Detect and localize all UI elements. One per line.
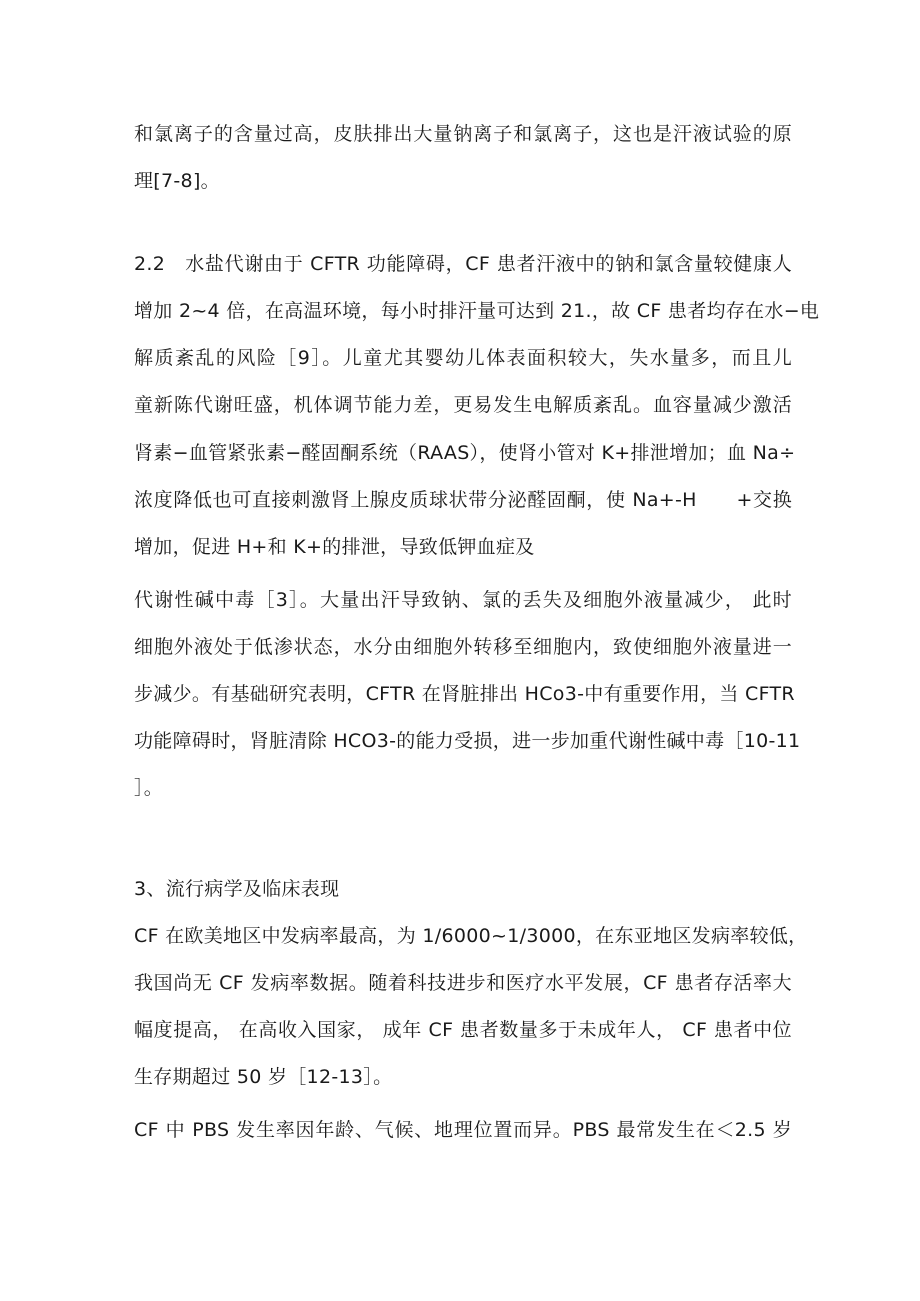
- text-line: 细胞外液处于低渗状态，水分由细胞外转移至细胞内，致使细胞外液量进一: [134, 636, 792, 658]
- text-line: 步减少。有基础研究表明，CFTR 在肾脏排出 HCo3-中有重要作用，当 CFTR: [134, 683, 795, 705]
- text-line: 增加，促进 H+和 K+的排泄，导致低钾血症及: [134, 536, 535, 558]
- text-line: 浓度降低也可直接刺激肾上腺皮质球状带分泌醛固酮，使 Na+-H +交换: [134, 489, 792, 511]
- text-line: 理[7-8]。: [134, 170, 220, 192]
- text-line: 增加 2~4 倍，在高温环境，每小时排汗量可达到 21.，故 CF 患者均存在水−电: [134, 300, 820, 322]
- text-line: 生存期超过 50 岁［12-13］。: [134, 1066, 393, 1088]
- text-line: 解质紊乱的风险［9］。儿童尤其婴幼儿体表面积较大，失水量多，而且儿: [134, 347, 792, 369]
- text-line: 幅度提高， 在高收入国家， 成年 CF 患者数量多于未成年人， CF 患者中位: [134, 1019, 792, 1041]
- text-line: CF 在欧美地区中发病率最高，为 1/6000~1/3000，在东亚地区发病率较低，: [134, 925, 808, 947]
- section-3-heading: 3、流行病学及临床表现: [134, 878, 340, 900]
- text-line: 功能障碍时，肾脏清除 HCO3-的能力受损，进一步加重代谢性碱中毒［10-11: [134, 730, 801, 752]
- text-line: ］。: [134, 777, 164, 799]
- text-line: 童新陈代谢旺盛，机体调节能力差，更易发生电解质紊乱。血容量减少激活: [134, 394, 792, 416]
- section-2-2-heading-line: 2.2 水盐代谢由于 CFTR 功能障碍，CF 患者汗液中的钠和氯含量较健康人: [134, 253, 792, 275]
- text-line: 代谢性碱中毒［3］。大量出汗导致钠、氯的丢失及细胞外液量减少， 此时: [134, 589, 792, 611]
- text-line: 肾素−血管紧张素−醛固酮系统（RAAS），使肾小管对 K+排泄增加；血 Na÷: [134, 442, 796, 464]
- text-line: 和氯离子的含量过高，皮肤排出大量钠离子和氯离子，这也是汗液试验的原: [134, 123, 792, 145]
- text-line: CF 中 PBS 发生率因年龄、气候、地理位置而异。PBS 最常发生在＜2.5 岁: [134, 1119, 792, 1141]
- text-line: 我国尚无 CF 发病率数据。随着科技进步和医疗水平发展，CF 患者存活率大: [134, 972, 792, 994]
